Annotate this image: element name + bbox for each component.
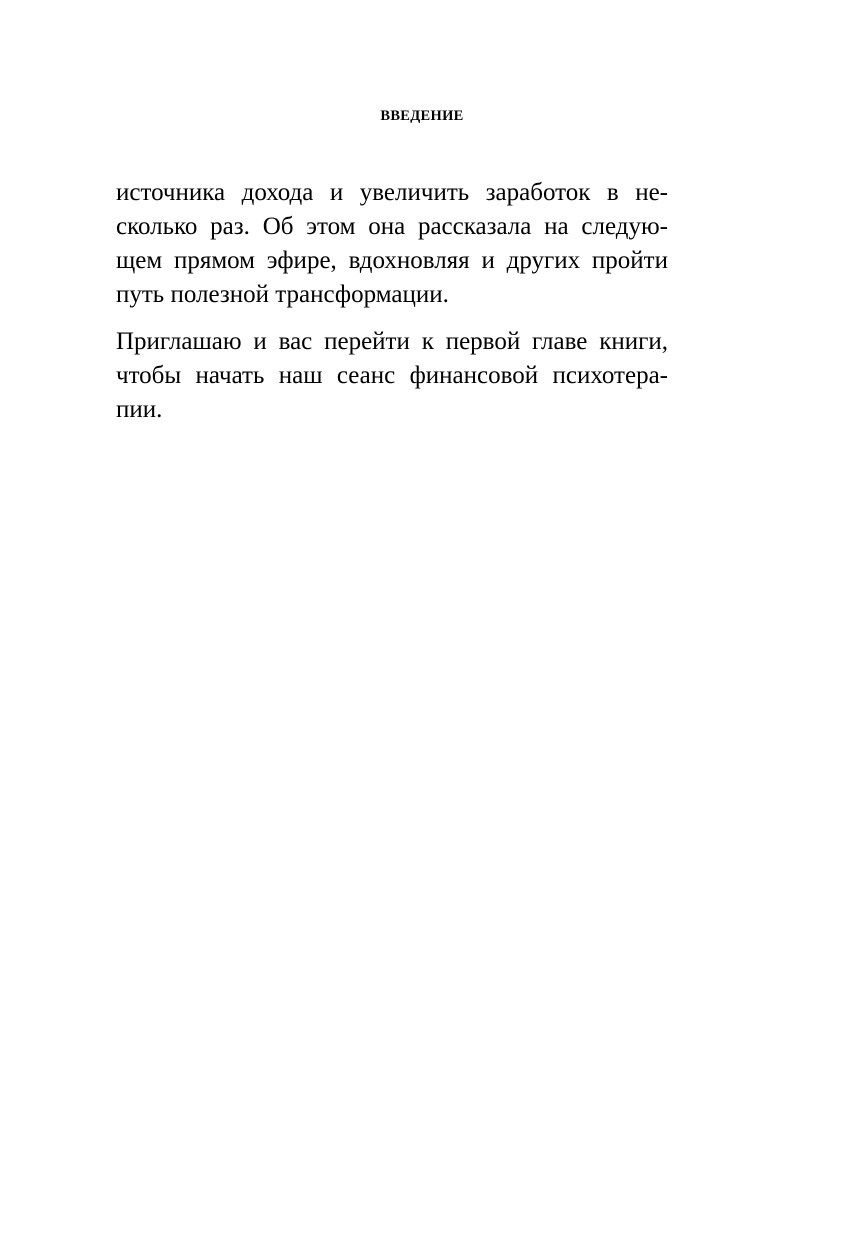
paragraph-2 — [116, 325, 668, 427]
text-line: щем прямом эфире, вдохновляя и других пройти — [116, 247, 668, 274]
text-line: пии. — [116, 396, 163, 423]
paragraph-1 — [116, 176, 668, 312]
running-head: ВВЕДЕНИЕ — [380, 108, 464, 124]
text-line: сколько раз. Об этом она рассказала на следую- — [116, 213, 668, 240]
text-line: чтобы начать наш сеанс финансовой психотера- — [116, 362, 668, 389]
text-line: Приглашаю и вас перейти к первой главе книги, — [116, 328, 668, 355]
text-line: путь полезной трансформации. — [116, 281, 449, 308]
text-line: источника дохода и увеличить заработок в не- — [116, 179, 668, 206]
